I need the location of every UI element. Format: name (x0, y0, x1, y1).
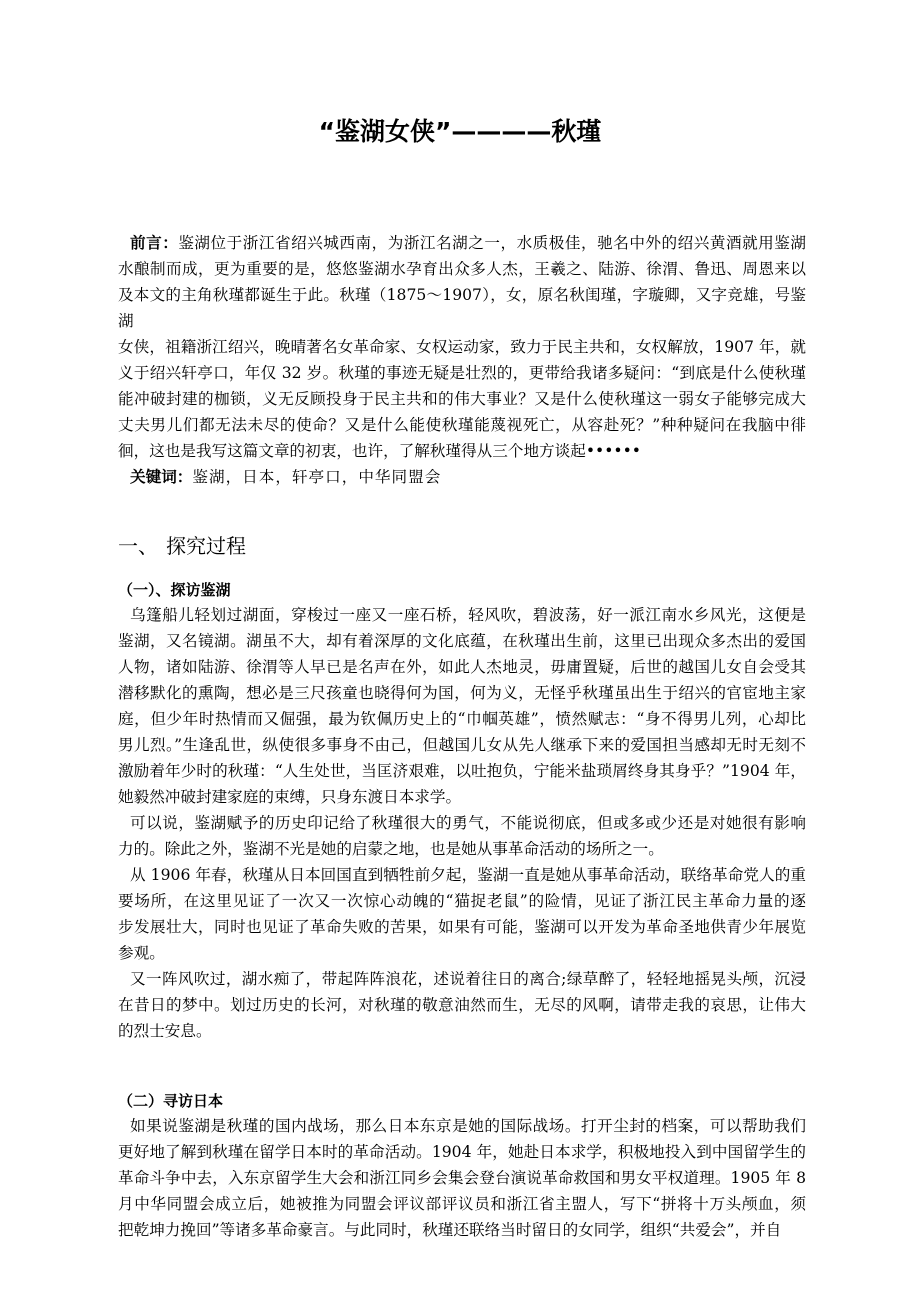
section-title: 探究过程 (166, 534, 246, 558)
subsection-2-body (118, 1113, 806, 1243)
line-text: 革命斗争中去，入东京留学生大会和浙江同乡会集会登台演说革命救国和男女平权道理。1905 年 8 (118, 1169, 806, 1187)
text-line (118, 888, 806, 914)
line-text: 的烈士安息。 (118, 1022, 212, 1040)
paragraph (118, 966, 806, 1044)
text-line (118, 1018, 806, 1044)
text-line (118, 1191, 806, 1217)
keywords-value: 鉴湖，日本，轩亭口，中华同盟会 (192, 468, 442, 486)
line-text: 水酿制而成，更为重要的是，悠悠鉴湖水孕育出众多人杰，王羲之、陆游、徐渭、鲁迅、周恩来以 (118, 260, 806, 278)
preface (118, 230, 806, 464)
text-line (118, 784, 806, 810)
text-line (118, 628, 806, 654)
subsection-heading-2: （二）寻访日本 (118, 1092, 224, 1110)
text-line (118, 862, 806, 888)
text-line (118, 758, 806, 784)
line-text: 徊，这也是我写这篇文章的初衷，也许，了解秋瑾得从三个地方谈起•••••• (118, 442, 642, 460)
text-line (118, 334, 806, 360)
subsection-1-body (118, 602, 806, 1044)
line-text: 及本文的主角秋瑾都诞生于此。秋瑾（1875～1907），女，原名秋闺瑾，字璇卿，又字竞雄，号鉴湖 (118, 286, 806, 330)
text-line (118, 1165, 806, 1191)
line-text: 鉴湖位于浙江省绍兴城西南，为浙江名湖之一，水质极佳，驰名中外的绍兴黄酒就用鉴湖 (178, 234, 806, 252)
line-text: 在昔日的梦中。划过历史的长河，对秋瑾的敬意油然而生，无尽的风啊，请带走我的哀思，让伟大 (118, 996, 806, 1014)
line-text: 丈夫男儿们都无法未尽的使命？又是什么能使秋瑾能蔑视死亡，从容赴死？”种种疑问在我脑中徘 (118, 416, 806, 434)
text-line (118, 992, 806, 1018)
text-line (118, 602, 806, 628)
text-line (118, 966, 806, 992)
line-text: 步发展壮大，同时也见证了革命失败的苦果，如果有可能，鉴湖可以开发为革命圣地供青少年展览 (118, 918, 806, 936)
text-line (118, 1217, 806, 1243)
document-title: “鉴湖女侠”————秋瑾 (318, 117, 602, 146)
line-text: 能冲破封建的枷锁，义无反顾投身于民主共和的伟大事业？又是什么使秋瑾这一弱女子能够完成大 (118, 390, 806, 408)
text-line (118, 836, 806, 862)
text-line (118, 438, 806, 464)
line-text: 乌篷船儿轻划过湖面，穿梭过一座又一座石桥，轻风吹，碧波荡，好一派江南水乡风光，这便是 (130, 606, 806, 624)
text-line (118, 256, 806, 282)
line-text: 参观。 (118, 944, 165, 962)
text-line (118, 810, 806, 836)
line-text: 从 1906 年春，秋瑾从日本回国直到牺牲前夕起，鉴湖一直是她从事革命活动，联络革命党人的重 (130, 866, 806, 884)
line-text: 庭，但少年时热情而又倔强，最为钦佩历史上的“巾帼英雄”，愤然赋志：“身不得男儿列，心却比 (118, 710, 806, 728)
text-line (118, 706, 806, 732)
text-line (118, 654, 806, 680)
line-text: 可以说，鉴湖赋予的历史印记给了秋瑾很大的勇气，不能说彻底，但或多或少还是对她很有影响 (130, 814, 806, 832)
text-line (118, 230, 806, 256)
line-text: 如果说鉴湖是秋瑾的国内战场，那么日本东京是她的国际战场。打开尘封的档案，可以帮助我们 (130, 1117, 806, 1135)
text-line (118, 282, 806, 334)
line-text: 人物，诸如陆游、徐渭等人早已是名声在外，如此人杰地灵，毋庸置疑，后世的越国儿女自会受其 (118, 658, 806, 676)
section-heading (118, 532, 806, 560)
text-line (118, 732, 806, 758)
line-text: 更好地了解到秋瑾在留学日本时的革命活动。1904 年，她赴日本求学，积极地投入到中国留学生的 (118, 1143, 806, 1161)
line-text: 又一阵风吹过，湖水痴了，带起阵阵浪花，述说着往日的离合;绿草醉了，轻轻地摇晃头颅，沉浸 (130, 970, 806, 988)
line-text: 激励着年少时的秋瑾：“人生处世，当匡济艰难，以吐抱负，宁能米盐琐屑终身其身乎？”1904 年， (118, 762, 806, 780)
preface-label: 前言： (130, 234, 179, 252)
text-line (118, 680, 806, 706)
line-text: 她毅然冲破封建家庭的束缚，只身东渡日本求学。 (118, 788, 462, 806)
keywords-label: 关键词： (130, 468, 193, 486)
paragraph (118, 1113, 806, 1243)
line-text: 男儿烈。”生逢乱世，纵使很多事身不由己，但越国儿女从先人继承下来的爱国担当感却无时无刻不 (118, 736, 806, 754)
paragraph (118, 602, 806, 810)
line-text: 月中华同盟会成立后，她被推为同盟会评议部评议员和浙江省主盟人，写下“拼将十万头颅血，须 (118, 1195, 806, 1213)
paragraph (118, 862, 806, 966)
line-text: 要场所，在这里见证了一次又一次惊心动魄的“猫捉老鼠”的险情，见证了浙江民主革命力量的逐 (118, 892, 806, 910)
section-number: 一、 (118, 534, 158, 558)
line-text: 义于绍兴轩亭口，年仅 32 岁。秋瑾的事迹无疑是壮烈的，更带给我诸多疑问：“到底是什么使秋瑾 (118, 364, 806, 382)
text-line (118, 386, 806, 412)
line-text: 潜移默化的熏陶，想必是三尺孩童也晓得何为国，何为义，无怪乎秋瑾虽出生于绍兴的官宦地主家 (118, 684, 806, 702)
text-line (118, 360, 806, 386)
text-line (118, 1139, 806, 1165)
paragraph (118, 810, 806, 862)
line-text: 把乾坤力挽回”等诸多革命豪言。与此同时，秋瑾还联络当时留日的女同学，组织“共爱会”，并自 (118, 1221, 782, 1239)
line-text: 鉴湖，又名镜湖。湖虽不大，却有着深厚的文化底蕴，在秋瑾出生前，这里已出现众多杰出的爱国 (118, 632, 806, 650)
line-text: 力的。除此之外，鉴湖不光是她的启蒙之地，也是她从事革命活动的场所之一。 (118, 840, 664, 858)
line-text: 女侠，祖籍浙江绍兴，晚晴著名女革命家、女权运动家，致力于民主共和，女权解放，1907 年，就 (118, 338, 806, 356)
subsection-heading-1: （一）、探访鉴湖 (118, 581, 231, 599)
keywords (118, 464, 806, 490)
text-line (118, 914, 806, 940)
text-line (118, 412, 806, 438)
text-line (118, 940, 806, 966)
text-line (118, 1113, 806, 1139)
